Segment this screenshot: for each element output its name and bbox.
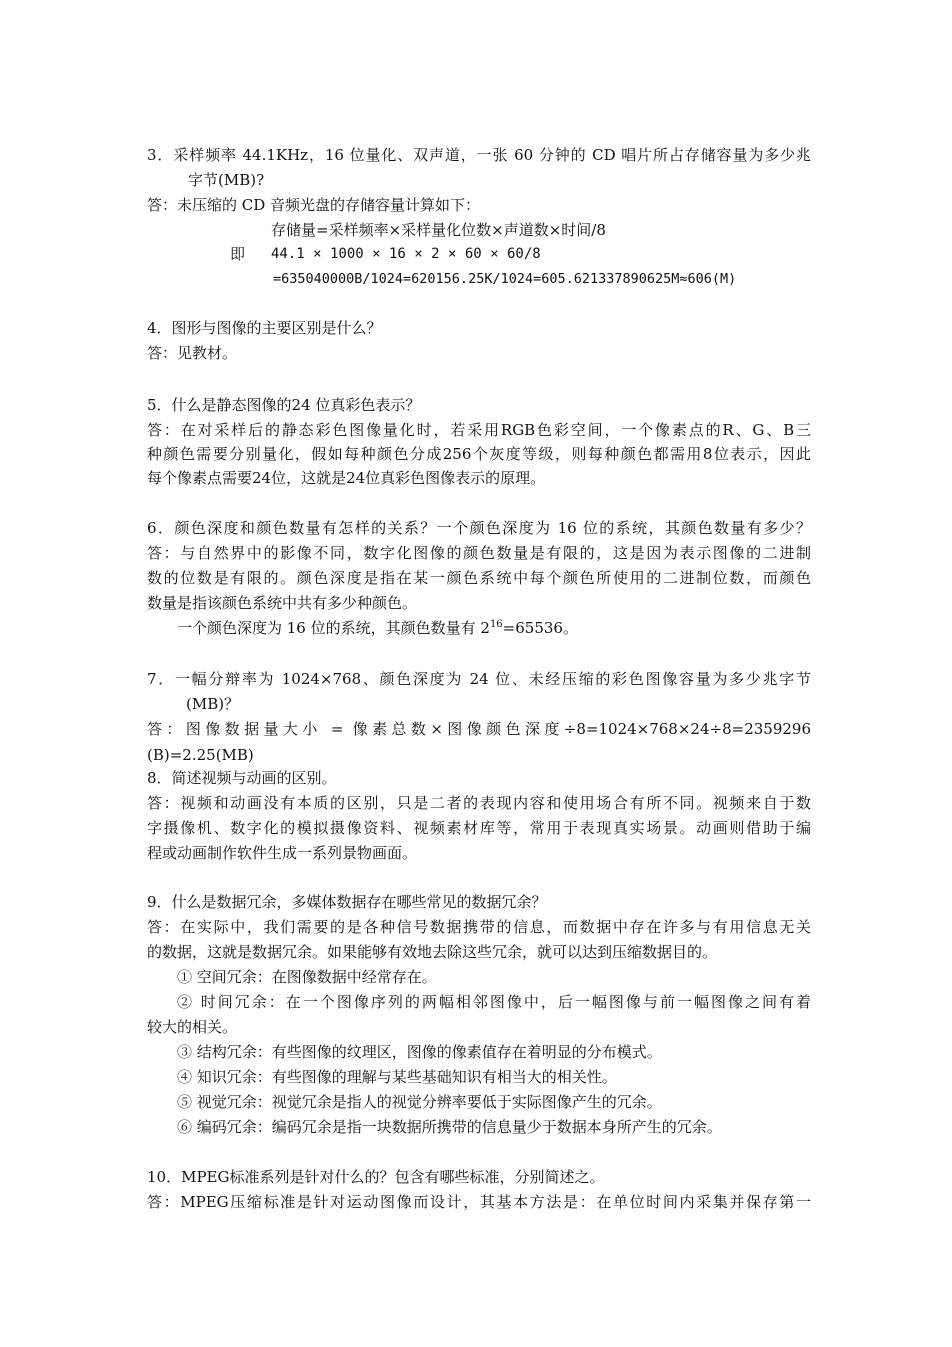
q6-exponent: 16 bbox=[489, 619, 503, 630]
q9-item-coding: ⑥ 编码冗余：编码冗余是指一块数据所携带的信息量少于数据本身所产生的冗余。 bbox=[177, 1118, 722, 1136]
q3-result: =635040000B/1024=620156.25K/1024=605.621337890625M≈606(M) bbox=[273, 271, 737, 287]
q9-item-visual: ⑤ 视觉冗余：视觉冗余是指人的视觉分辨率要低于实际图像产生的冗余。 bbox=[177, 1093, 662, 1111]
q6-answer-line4-suffix: =65536。 bbox=[502, 619, 578, 637]
q8-answer-line3: 程或动画制作软件生成一系列景物画面。 bbox=[147, 844, 418, 862]
q7-answer: 答：图像数据量大小 = 像素总数×图像颜色深度÷8=1024×768×24÷8=2359296 (B)=2.25(MB) bbox=[147, 720, 811, 764]
q5-answer-line3: 每个像素点需要24位，这就是24位真彩色图像表示的原理。 bbox=[147, 469, 546, 487]
q10-answer-line1: 答：MPEG压缩标准是针对运动图像而设计，其基本方法是：在单位时间内采集并保存第一 bbox=[147, 1193, 811, 1211]
q6-answer-line4-prefix: 一个颜色深度为 16 位的系统，其颜色数量有 2 bbox=[177, 619, 490, 637]
q9-answer-line1: 答：在实际中，我们需要的是各种信号数据携带的信息，而数据中存在许多与有用信息无关 bbox=[147, 918, 811, 936]
q9-item-temporal-line1: ② 时间冗余：在一个图像序列的两幅相邻图像中，后一幅图像与前一幅图像之间有着 bbox=[177, 993, 811, 1011]
q6-answer-line4 bbox=[177, 615, 578, 641]
q7-question-line1: 7．一幅分辩率为 1024×768、颜色深度为 24 位、未经压缩的彩色图像容量为多少兆字节 bbox=[147, 670, 811, 688]
q5-question: 5．什么是静态图像的24 位真彩色表示？ bbox=[147, 396, 421, 414]
q4-answer: 答：见教材。 bbox=[147, 344, 238, 362]
q10-question: 10．MPEG标准系列是针对什么的？包含有哪些标准，分别简述之。 bbox=[147, 1168, 605, 1186]
q9-item-temporal-line2: 较大的相关。 bbox=[147, 1018, 238, 1036]
q8-answer-line1: 答：视频和动画没有本质的区别，只是二者的表现内容和使用场合有所不同。视频来自于数 bbox=[147, 794, 811, 812]
q9-item-structural: ③ 结构冗余：有些图像的纹理区，图像的像素值存在着明显的分布模式。 bbox=[177, 1043, 662, 1061]
q9-item-spatial: ① 空间冗余：在图像数据中经常存在。 bbox=[177, 968, 437, 986]
q6-answer-line2: 数的位数是有限的。颜色深度是指在某一颜色系统中每个颜色所使用的二进制位数，而颜色 bbox=[147, 569, 811, 587]
q6-answer-line3: 数量是指该颜色系统中共有多少种颜色。 bbox=[147, 594, 418, 612]
q7-question-line2: (MB)？ bbox=[186, 695, 240, 713]
q8-question: 8．简述视频与动画的区别。 bbox=[147, 769, 337, 787]
q4-question: 4．图形与图像的主要区别是什么？ bbox=[147, 319, 382, 337]
q9-answer-line2: 的数据，这就是数据冗余。如果能够有效地去除这些冗余，就可以达到压缩数据目的。 bbox=[147, 943, 718, 961]
q3-question-line1: 3．采样频率 44.1KHz，16 位量化、双声道，一张 60 分钟的 CD 唱片所占存储容量为多少兆 bbox=[147, 146, 811, 164]
q9-question: 9．什么是数据冗余，多媒体数据存在哪些常见的数据冗余？ bbox=[147, 893, 547, 911]
q8-answer-line2: 字摄像机、数字化的模拟摄像资料、视频素材库等，常用于表现真实场景。动画则借助于编 bbox=[147, 819, 811, 837]
q6-question: 6．颜色深度和颜色数量有怎样的关系？一个颜色深度为 16 位的系统，其颜色数量有多少？ bbox=[147, 519, 811, 537]
q3-calculation: 44.1 × 1000 × 16 × 2 × 60 × 60/8 bbox=[271, 246, 541, 262]
q5-answer-line1: 答：在对采样后的静态彩色图像量化时，若采用RGB色彩空间，一个像素点的R、G、B三 bbox=[147, 421, 811, 439]
q3-question-line2: 字节(MB)? bbox=[188, 171, 265, 189]
q3-ji: 即 bbox=[230, 245, 246, 263]
q6-answer-line1: 答：与自然界中的影像不同，数字化图像的颜色数量是有限的，这是因为表示图像的二进制 bbox=[147, 544, 811, 562]
q3-answer-intro: 答：未压缩的 CD 音频光盘的存储容量计算如下： bbox=[147, 196, 481, 214]
q5-answer-line2: 种颜色需要分别量化，假如每种颜色分成256个灰度等级，则每种颜色都需用8位表示，因此 bbox=[147, 445, 811, 463]
q3-formula: 存储量=采样频率×采样量化位数×声道数×时间/8 bbox=[271, 221, 606, 239]
q9-item-knowledge: ④ 知识冗余：有些图像的理解与某些基础知识有相当大的相关性。 bbox=[177, 1068, 617, 1086]
